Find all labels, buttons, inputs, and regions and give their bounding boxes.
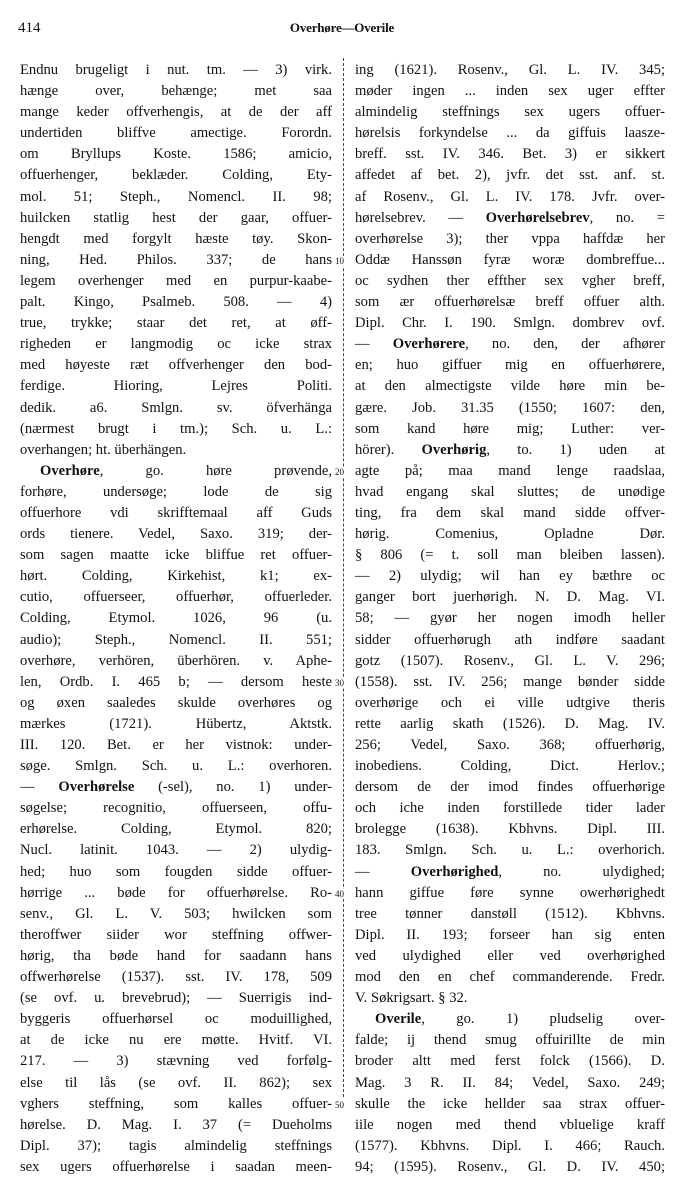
text-line: mol. 51; Steph., Nomencl. II. 98; (20, 188, 332, 205)
text-line: skulle the icke hellder saa strax offuer- (355, 1095, 665, 1112)
text-line: hørelse. D. Mag. I. 37 (= Dueholms (20, 1116, 332, 1133)
headword: Overhørelsebrev (485, 209, 590, 226)
text-line: legem overhenger med en purpur-kaabe- (20, 272, 332, 289)
text-line: huilcken statlig hest der gaar, offuer- (20, 209, 332, 226)
text-line: hænge over, behænge; met saa (20, 83, 332, 100)
text-line: hörer). Overhørig, to. 1) uden at (355, 441, 665, 458)
text-line: hørelsis forkyndelse ... da giffuis laasze- (355, 125, 665, 142)
text-line: ing (1621). Rosenv., Gl. L. IV. 345; (355, 62, 665, 78)
text-line: righeden er langmodig oc icke strax (20, 336, 332, 353)
text-line: hørelsebrev. — Overhørelsebrev, no. = (355, 209, 665, 226)
headword: Overhørere (392, 336, 466, 353)
text-line: gotz (1507). Rosenv., Gl. L. V. 296; (355, 652, 665, 669)
text-line: oc sydhen ther effther sex vgher breff, (355, 272, 665, 289)
line-number-marker: 50 (335, 1099, 344, 1110)
text-line: søgelse; recognitio, offuerseen, offu- (20, 800, 332, 817)
text-line: 183. Smlgn. Sch. u. L.: overhorich. (355, 842, 665, 859)
headword: Overhørighed (410, 863, 499, 880)
text-line: at den almectigste vilde høre min be- (355, 378, 665, 395)
text-line: hørig. Comenius, Opladne Dør. (355, 526, 665, 543)
text-line: dedik. a6. Smlgn. sv. öfverhänga (20, 399, 332, 416)
text-line: sidder offuerhørugh ath indføre saadant (355, 631, 665, 648)
text-line: hørt. Colding, Kirkehist, k1; ex- (20, 568, 332, 585)
text-line: Mag. 3 R. II. 84; Vedel, Saxo. 249; (355, 1074, 665, 1091)
text-line: III. 120. Bet. er her vistnok: under- (20, 737, 332, 753)
line-number-marker: 40 (335, 888, 344, 899)
text-line: inobediens. Colding, Dict. Herlov.; (355, 758, 665, 775)
line-number-marker: 20 (335, 466, 344, 477)
text-line: palt. Kingo, Psalmeb. 508. — 4) (20, 294, 332, 311)
text-line: Dipl. Chr. I. 190. Smlgn. dombrev ovf. (355, 315, 665, 332)
headword: Overile (375, 1011, 422, 1028)
text-line: om Bryllups Koste. 1586; amicio, (20, 146, 332, 163)
text-line: ords tienere. Vedel, Saxo. 319; der- (20, 526, 332, 543)
text-line: agte på; maa mand lenge raadslaa, (355, 462, 665, 479)
running-head: Overhøre—Overile (289, 20, 395, 35)
text-line: offwerhørelse (1537). sst. IV. 178, 509 (20, 969, 332, 986)
text-line: 58; — gyør her nogen imodh heller (355, 610, 665, 627)
text-line: true, trykke; staar det ret, at øff- (20, 315, 332, 332)
text-line: hvad engang skal sluttes; de unødige (355, 483, 665, 500)
text-line: Colding, Etymol. 1026, 96 (u. (20, 610, 332, 627)
text-line: § 806 (= t. soll man bleiben lassen). (355, 547, 665, 564)
text-line: brolegge (1638). Kbhvns. Dipl. III. (355, 821, 665, 838)
text-line: senv., Gl. L. V. 503; hwilcken som (20, 905, 332, 922)
text-line: hengdt med forgylt hæste tøy. Skon- (20, 230, 332, 247)
right-column (355, 60, 665, 1178)
text-line: Dipl. II. 193; forseer han sig enten (355, 926, 665, 943)
text-line: affedet af bet. 2), jvfr. det sst. anf. st. (355, 167, 665, 184)
text-line: 256; Vedel, Saxo. 368; offuerhørig, (355, 737, 665, 753)
text-line: at de icke nu ere møtte. Hvitf. VI. (20, 1032, 332, 1049)
text-line: Dipl. 37); tagis almindelig steffnings (20, 1137, 332, 1154)
text-line: cutio, offuerseer, offuerhør, offuerleder. (20, 589, 332, 606)
left-column (20, 60, 332, 1178)
text-line: overhørelse 3); ther vppa haffdæ her (355, 230, 665, 247)
text-line: — Overhørighed, no. ulydighed; (355, 863, 665, 880)
text-line: Endnu brugeligt i nut. tm. — 3) virk. (20, 62, 332, 78)
text-line: hed; huo som fougden sidde offuer- (20, 863, 332, 880)
text-line: iile nogen med thend vbluelige kraff (355, 1116, 665, 1133)
text-line: V. Søkrigsart. § 32. (355, 990, 468, 1007)
text-line: som ær offuerhørelsæ breff offuer alth. (355, 294, 665, 311)
page-header (18, 20, 666, 40)
text-line: mod den en chef commanderende. Fredr. (355, 969, 665, 986)
text-line: ved ulydighed eller ved overhørighed (355, 947, 665, 964)
page-number: 414 (18, 20, 41, 36)
headword: Overhøre (40, 462, 100, 479)
text-line: 94; (1595). Rosenv., Gl. D. IV. 450; (355, 1158, 665, 1175)
text-line: af Rosenv., Gl. L. IV. 178. Jvfr. over- (355, 188, 665, 205)
text-line: tree tønner danstøll (1512). Kbhvns. (355, 905, 665, 922)
headword: Overhørelse (58, 779, 135, 796)
text-line: (nærmest brugt i tm.); Sch. u. L.: (20, 420, 332, 437)
text-line: — 2) ulydig; wil han ey bæthre oc (355, 568, 665, 585)
text-line: (1577). Kbhvns. Dipl. I. 466; Rauch. (355, 1137, 665, 1154)
text-line: erhørelse. Colding, Etymol. 820; (20, 821, 332, 838)
text-line: breff. sst. IV. 346. Bet. 3) er sikkert (355, 146, 665, 163)
text-line: dersom de der imod findes offuerhørige (355, 779, 665, 796)
text-line: len, Ordb. I. 465 b; — dersom heste (20, 673, 332, 690)
column-divider (343, 58, 344, 1097)
text-line: mange keder offverhengis, at de der aff (20, 104, 332, 121)
text-line: byggeris offuerhørsel oc moduillighed, (20, 1011, 332, 1028)
text-line: (se ovf. u. brevebrud); — Suerrigis ind- (20, 990, 332, 1007)
text-line: møder ingen ... inden sex uger effter (355, 83, 665, 100)
text-line: else til lås (se ovf. II. 862); sex (20, 1074, 332, 1091)
text-line: offuerhore vdi skrifftemaal aff Guds (20, 504, 332, 521)
text-line: undertiden bliffve amectige. Forordn. (20, 125, 332, 142)
text-line: hann giffue føre synne owerhørighedt (355, 884, 665, 901)
line-number-marker: 30 (335, 677, 344, 688)
text-line: en; huo giffuer mig en offuerhørere, (355, 357, 665, 374)
text-line: søge. Smlgn. Sch. u. L.: overhoren. (20, 758, 332, 775)
text-line: ning, Hed. Philos. 337; de hans (20, 251, 332, 268)
text-line: overhøre, verhören, überhören. v. Aphe- (20, 652, 332, 669)
text-line: — Overhørelse (-sel), no. 1) under- (20, 779, 332, 796)
text-line: hørrige ... bøde for offuerhørelse. Ro- (20, 884, 332, 901)
text-line: Overhøre, go. høre prøvende, (40, 462, 332, 479)
line-number-marker: 10 (335, 255, 344, 266)
text-line: og øxen saaledes skulde overhøres og (20, 694, 332, 711)
text-line: overhørige och ei ville udtgive theris (355, 694, 665, 711)
text-line: Overile, go. 1) pludselig over- (375, 1011, 665, 1028)
text-line: almindelig steffnings sex ugers offuer- (355, 104, 665, 121)
text-line: mærkes (1721). Hübertz, Aktstk. (20, 715, 332, 732)
text-line: offuerhenger, beklæder. Colding, Ety- (20, 167, 332, 184)
text-line: hørig, tha bøde hand for saadann hans (20, 947, 332, 964)
text-line: och iche inden forstillede tider lader (355, 800, 665, 817)
text-line: Oddæ Hanssøn fyræ woræ dombreffue... (355, 251, 665, 268)
text-line: forhøre, undersøge; lode de sig (20, 483, 332, 500)
text-line: (1558). sst. IV. 256; mange bønder sidde (355, 673, 665, 690)
text-line: ganger bort juerhørigh. N. D. Mag. VI. (355, 589, 665, 606)
text-line: ting, fra dem skal mand sidde offver- (355, 504, 665, 521)
text-line: overhangen; ht. überhängen. (20, 441, 187, 458)
text-line: som sagen maatte icke bliffue ret offuer- (20, 547, 332, 564)
headword: Overhørig (421, 441, 487, 458)
text-line: broder altt med ferst folck (1566). D. (355, 1053, 665, 1070)
text-line: Nucl. latinit. 1043. — 2) ulydig- (20, 842, 332, 859)
text-line: sex ugers offuerhørelse i saadan meen- (20, 1158, 332, 1175)
text-line: theroffwer siider wor steffning offwer- (20, 926, 332, 943)
text-line: med høyeste ræt offverhenger den bod- (20, 357, 332, 374)
text-line: som kand høre mig; Luther: ver- (355, 420, 665, 437)
text-line: 217. — 3) stævning ved forfølg- (20, 1053, 332, 1070)
text-line: ferdige. Hioring, Lejres Politi. (20, 378, 332, 395)
text-line: gære. Job. 31.35 (1550; 1607: den, (355, 399, 665, 416)
text-line: vghers steffning, som kalles offuer- (20, 1095, 332, 1112)
text-line: rette aarlig skath (1526). D. Mag. IV. (355, 715, 665, 732)
text-line: audio); Steph., Nomencl. II. 551; (20, 631, 332, 648)
text-line: — Overhørere, no. den, der afhører (355, 336, 665, 353)
text-line: falde; ij thend smug offuirillte de min (355, 1032, 665, 1049)
